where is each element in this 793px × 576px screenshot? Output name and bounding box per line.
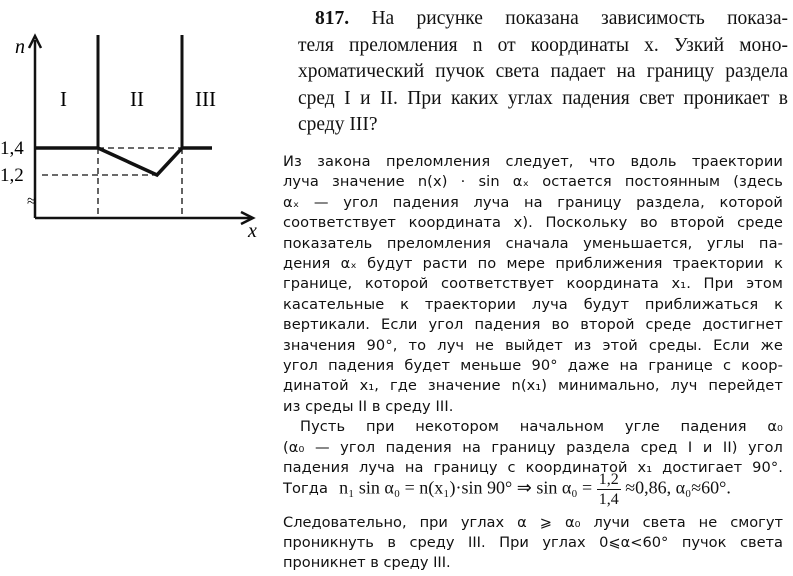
x-axis-label: x [248,220,257,240]
solution-line: Из закона преломления следует, что вдоль траектории [283,153,783,170]
region-III: III [195,87,216,111]
solution-line: вертикали. Если угол падения во второй среде достигнет [283,316,783,334]
problem-line: сред I и II. При каких углах падения свет проникает в [298,87,788,109]
solution-line: динатой x₁, где значение n(x₁) минимально, луч перейдет [283,377,783,395]
problem-number: 817. [315,8,350,29]
conclusion-line: проникнуть в среду III. При углах 0⩽α<60° пучок света [283,534,783,551]
solution-line: показатель преломления сначала уменьшается, углы па- [283,234,783,252]
region-I: I [60,87,67,111]
n-axis-label: n [15,36,25,58]
formula-right: ≈0,86, α₀≈60°. [625,477,731,498]
tick-1-2: 1,2 [0,165,24,186]
solution-line: падения луча на границу с координатой x₁ достигает 90°. [283,459,783,477]
tick-1-4: 1,4 [0,138,24,159]
refractive-index-diagram [0,20,270,240]
solution-line: границе, которой соответствует координата x₁. При этом [283,275,783,293]
n-of-x-curve [35,148,212,175]
fraction [597,470,621,509]
axis-break-mark: ≈ [27,193,36,210]
solution-line: Пусть при некотором начальном угле падения α₀ [300,418,783,436]
solution-line: соответствует координата x). Поскольку во второй среде [283,214,783,232]
solution-line: из среды II в среду III. [283,397,454,415]
conclusion-line: проникнет в среду III. [283,554,451,571]
conclusion-text [283,513,783,573]
solution-line: значения 90°, то луч не выйдет из этой среды. Если же [283,336,783,354]
problem-line: теля преломления n от координаты x. Узкий моно- [298,34,788,56]
problem-line: среду III? [298,114,378,135]
solution-line: угол падения будет меньше 90° даже на границе с коор- [283,357,783,375]
solution-text [283,152,783,499]
formula-left: n₁ sin α₀ = n(x₁)·sin 90° ⇒ sin α₀ = [339,477,593,498]
solution-line: αₓ — угол падения луча на границу раздела, которой [283,193,783,211]
solution-line: касательные к траектории луча будут приближаться к [283,295,783,313]
problem-line: хроматический пучок света падает на границу раздела [298,61,788,82]
solution-line: (α₀ — угол падения на границу раздела сред I и II) угол [283,438,783,456]
fraction-denominator: 1,4 [598,491,619,508]
formula [285,470,785,509]
problem-line [298,6,788,33]
conclusion-line: Следовательно, при углах α ⩾ α₀ лучи света не смогут [283,514,783,531]
solution-line: дения αₓ будут расти по мере приближения траектории к [283,255,783,273]
region-II: II [130,87,144,111]
fraction-numerator: 1,2 [598,471,619,488]
solution-line: луча значение n(x) · sin αₓ остается постоянным (здесь [283,173,783,191]
problem-statement [298,6,788,139]
solution-line: Тогда [283,479,329,497]
problem-line-text: На рисунке показана зависимость показа- [371,8,788,29]
